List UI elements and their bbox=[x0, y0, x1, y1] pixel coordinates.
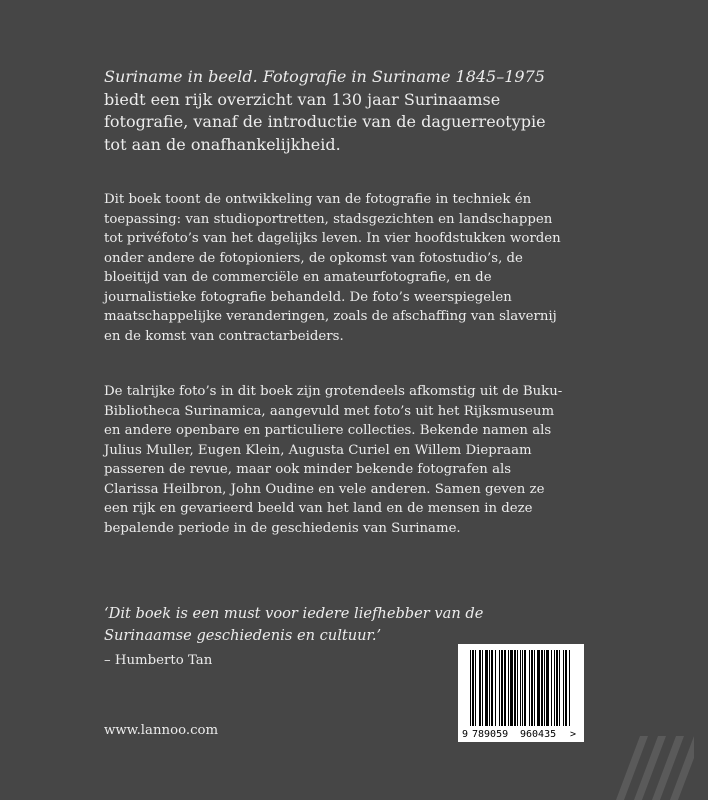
barcode-bar bbox=[531, 650, 533, 726]
barcode-arrow: > bbox=[570, 729, 577, 740]
barcode-bar bbox=[479, 650, 481, 726]
barcode-bar bbox=[501, 650, 503, 726]
book-title: Suriname in beeld. Fotografie in Suriname 1845–1975 bbox=[104, 67, 545, 86]
publisher-website: www.lannoo.com bbox=[104, 723, 219, 738]
barcode-bar bbox=[522, 650, 523, 726]
barcode-bar bbox=[546, 650, 549, 726]
barcode-bar bbox=[475, 650, 476, 726]
barcode-bar bbox=[499, 650, 500, 726]
barcode-bar bbox=[529, 650, 530, 726]
body-paragraph-2: De talrijke foto’s in dit boek zijn grotendeels afkomstig uit de Buku-Bibliotheca Surinamica, aangevuld met foto’s uit het Rijksmuseum en andere openbare en particuliere collecties. Bekende namen als Julius Muller, Eugen Klein, Augusta Curiel en Willem Diepraam passeren de revue, maar ook minder bekende fotografen als Clarissa Heilbron, John Oudine en vele anderen. Samen geven ze een rijk en gevarieerd beeld van het land en de mensen in deze bepalende periode in de geschiedenis van Suriname. bbox=[104, 384, 563, 536]
intro-paragraph bbox=[104, 66, 564, 156]
barcode-bar bbox=[559, 650, 560, 726]
barcode-bar bbox=[470, 650, 471, 726]
barcode-digits-left: 789059 bbox=[472, 729, 509, 740]
barcode-bar bbox=[554, 650, 555, 726]
barcode-bar bbox=[551, 650, 552, 726]
barcode-lead-digit: 9 bbox=[462, 729, 469, 740]
barcode-digits-right: 960435 bbox=[520, 729, 557, 740]
quote-author: – Humberto Tan bbox=[104, 653, 213, 668]
barcode-bar bbox=[563, 650, 564, 726]
barcode-bar bbox=[504, 650, 506, 726]
barcode-bar bbox=[489, 650, 490, 726]
barcode-bar bbox=[491, 650, 493, 726]
barcode-bar bbox=[514, 650, 516, 726]
barcode-bar bbox=[541, 650, 543, 726]
barcode-bar bbox=[517, 650, 518, 726]
isbn-barcode bbox=[458, 644, 584, 742]
barcode-bar bbox=[524, 650, 526, 726]
barcode-bar bbox=[556, 650, 558, 726]
lannoo-logo bbox=[610, 716, 694, 800]
barcode-bar bbox=[495, 650, 496, 726]
quote-text: ‘Dit boek is een must voor iedere liefhebber van de Surinaamse geschiedenis en cultuur.’ bbox=[104, 605, 484, 644]
barcode-bar bbox=[565, 650, 567, 726]
barcode-bar bbox=[508, 650, 509, 726]
barcode-bars bbox=[470, 650, 570, 726]
barcode-bar bbox=[510, 650, 513, 726]
barcode-graphic bbox=[458, 644, 584, 742]
barcode-bar bbox=[569, 650, 570, 726]
barcode-bar bbox=[485, 650, 488, 726]
barcode-bar bbox=[520, 650, 521, 726]
body-paragraph-1: Dit boek toont de ontwikkeling van de fotografie in techniek én toepassing: van studioportretten, stadsgezichten en landschappen tot privéfoto’s van het dagelijks leven. In vier hoofdstukken worden onder andere de fotopioniers, de opkomst van fotostudio’s, de bloeitijd van de commerciële en amateurfotografie, en de journalistieke fotografie behandeld. De foto’s weerspiegelen maatschappelijke veranderingen, zoals de afschaffing van slavernij en de komst van contractarbeiders. bbox=[104, 192, 561, 344]
intro-text: biedt een rijk overzicht van 130 jaar Surinaamse fotografie, vanaf de introductie van de daguerreotypie tot aan de onafhankelijkheid. bbox=[104, 89, 546, 154]
barcode-bar bbox=[537, 650, 540, 726]
barcode-bar bbox=[534, 650, 535, 726]
barcode-bar bbox=[472, 650, 474, 726]
barcode-bar bbox=[544, 650, 545, 726]
barcode-bar bbox=[482, 650, 483, 726]
